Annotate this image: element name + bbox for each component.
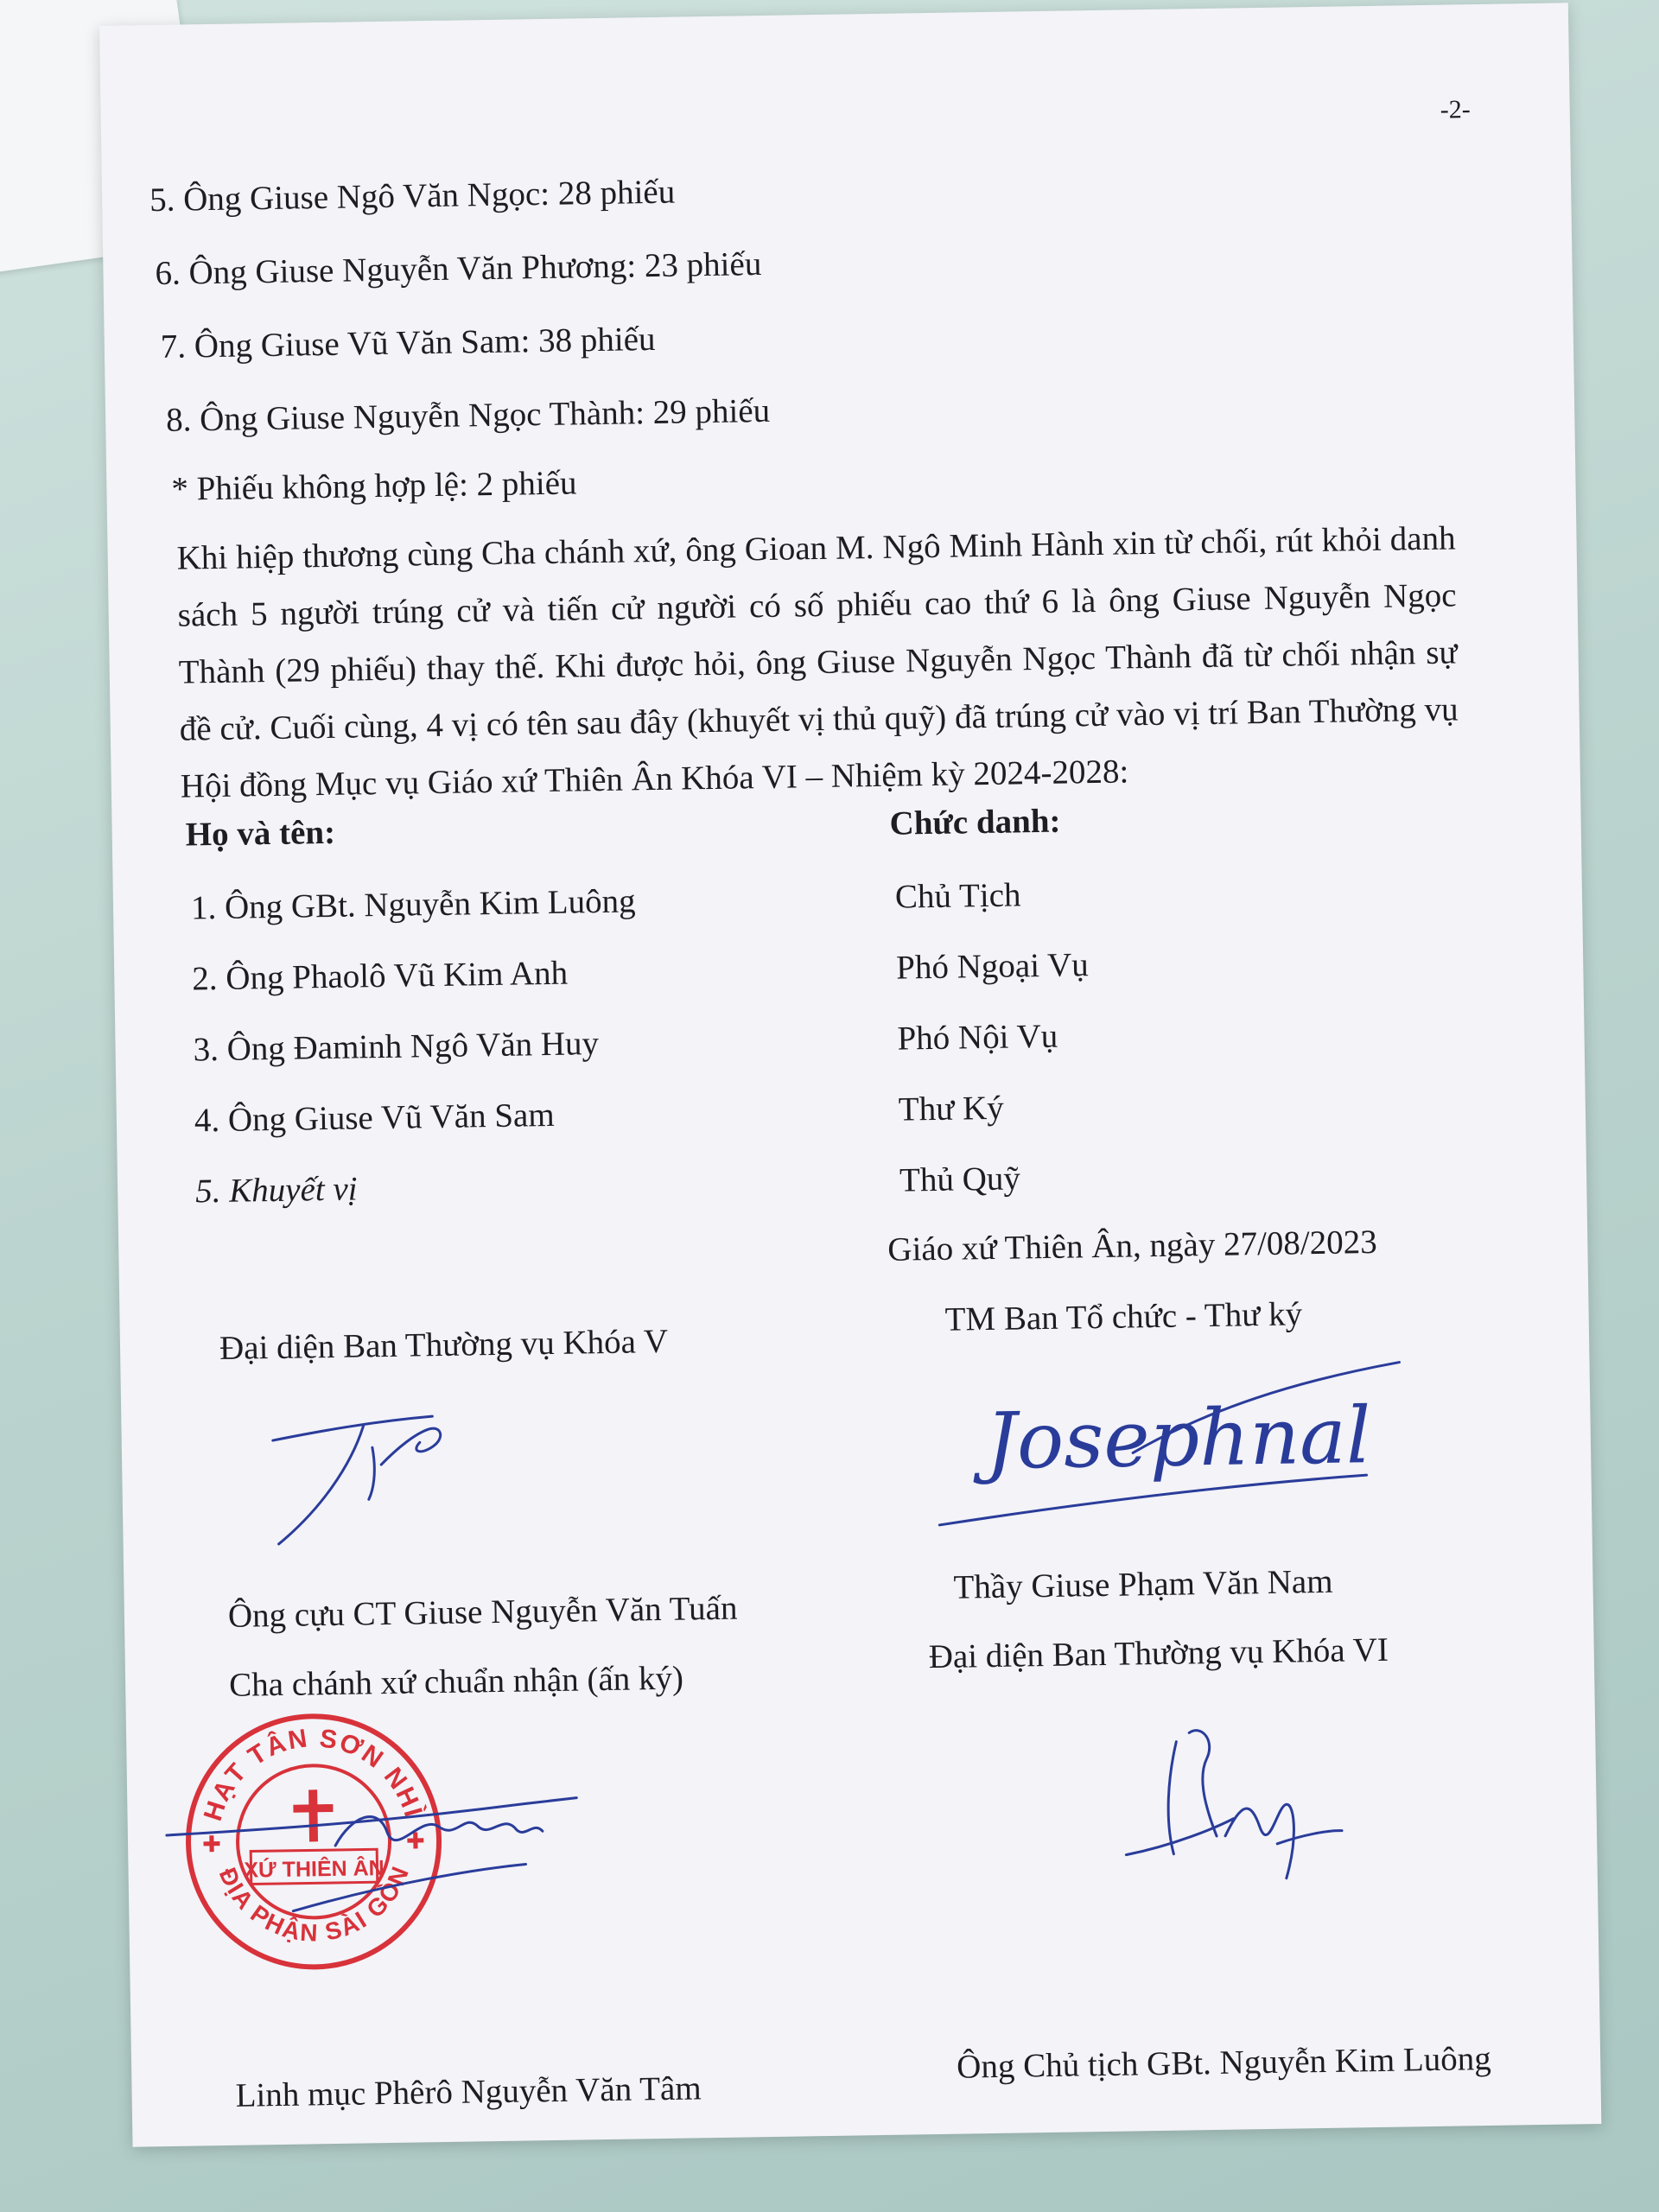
stamp-right-cross-icon: ✚	[405, 1828, 426, 1855]
secretary-signature	[932, 1353, 1419, 1551]
member-title: Phó Ngoại Vụ	[895, 946, 1090, 987]
page-number: -2-	[1440, 95, 1471, 124]
chair-sign-heading: Đại diện Ban Thường vụ Khóa VI	[928, 1630, 1389, 1676]
member-title: Thư Ký	[898, 1089, 1005, 1128]
vote-item: 6. Ông Giuse Nguyễn Văn Phương: 23 phiếu	[155, 245, 762, 293]
right-sign-heading: TM Ban Tổ chức - Thư ký	[944, 1295, 1303, 1338]
stamp-center-text: XỨ THIÊN ÂN	[244, 1856, 385, 1883]
document-page	[99, 3, 1601, 2146]
member-name-vacant: 5. Khuyết vị	[194, 1170, 358, 1211]
vote-item: 8. Ông Giuse Nguyễn Ngọc Thành: 29 phiếu	[165, 391, 771, 439]
former-chairman-signature	[268, 1395, 469, 1554]
priest-signature	[162, 1777, 613, 1922]
stamp-top-text: HẠT TÂN SƠN NHÌ	[198, 1724, 429, 1825]
member-name: 1. Ông GBt. Nguyễn Kim Luông	[190, 882, 636, 927]
place-and-date: Giáo xứ Thiên Ân, ngày 27/08/2023	[887, 1223, 1377, 1268]
member-name: 2. Ông Phaolô Vũ Kim Anh	[191, 954, 569, 998]
vote-item: 5. Ông Giuse Ngô Văn Ngọc: 28 phiếu	[149, 173, 676, 219]
member-title: Phó Nội Vụ	[897, 1017, 1058, 1058]
title-column-header: Chức danh:	[889, 802, 1061, 842]
name-column-header: Họ và tên:	[185, 813, 336, 854]
secretary-signature-text: Josephnal	[985, 1390, 1372, 1488]
right-sign-name: Thầy Giuse Phạm Văn Nam	[953, 1562, 1333, 1606]
member-name: 3. Ông Đaminh Ngô Văn Huy	[193, 1025, 600, 1069]
invalid-votes-note: * Phiếu không hợp lệ: 2 phiếu	[171, 464, 577, 508]
priest-sign-heading: Cha chánh xứ chuẩn nhận (ấn ký)	[228, 1659, 684, 1704]
member-name: 4. Ông Giuse Vũ Văn Sam	[194, 1096, 555, 1140]
left-sign-name: Ông cựu CT Giuse Nguyễn Văn Tuấn	[227, 1589, 738, 1635]
stamp-left-cross-icon: ✚	[201, 1832, 222, 1859]
election-paragraph: Khi hiệp thương cùng Cha chánh xứ, ông Gioan M. Ngô Minh Hành xin từ chối, rút khỏi danh sách 5 người trúng cử và tiến cử người có số phiếu cao thứ 6 là ông Giuse Nguyễn Ngọc Thành (29 phiếu) thay thế. Khi được hỏi, ông Giuse Nguyễn Ngọc Thành đã từ chối nhận sự đề cử. Cuối cùng, 4 vị có tên sau đây (khuyết vị thủ quỹ) đã trúng cử vào vị trí Ban Thường vụ Hội đồng Mục vụ Giáo xứ Thiên Ân Khóa VI – Nhiệm kỳ 2024-2028:	[176, 519, 1459, 805]
member-title: Chủ Tịch	[894, 876, 1021, 916]
stamp-bottom-text: ĐỊA PHẬN SÀI GÒN	[213, 1861, 415, 1947]
vote-item: 7. Ông Giuse Vũ Văn Sam: 38 phiếu	[160, 320, 656, 365]
priest-sign-name: Linh mục Phêrô Nguyễn Văn Tâm	[235, 2069, 702, 2114]
chairman-signature	[1120, 1722, 1347, 1898]
member-title: Thủ Quỹ	[899, 1160, 1021, 1199]
left-sign-heading: Đại diện Ban Thường vụ Khóa V	[219, 1322, 669, 1368]
chair-sign-name: Ông Chủ tịch GBt. Nguyễn Kim Luông	[956, 2039, 1492, 2086]
